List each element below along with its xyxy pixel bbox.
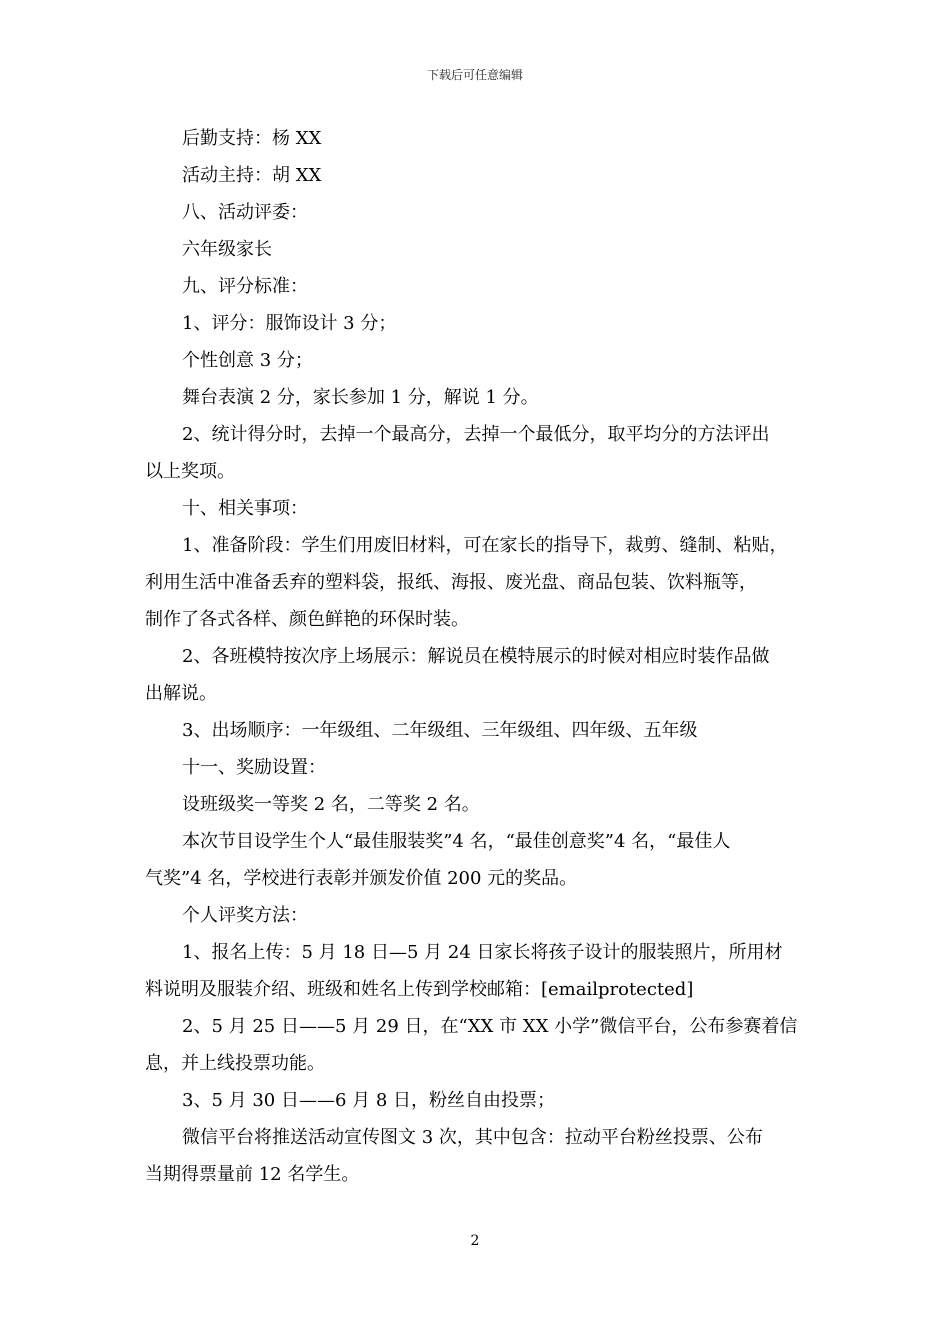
text-line: 十一、奖励设置：	[182, 757, 326, 778]
text-line: 1、评分：服饰设计 3 分；	[182, 313, 397, 334]
page-header: 下载后可任意编辑	[426, 68, 523, 82]
text-line: 十、相关事项：	[182, 498, 308, 519]
text-line: 2、5 月 25 日——5 月 29 日，在“XX 市 XX 小学”微信平台，公布参赛着信	[182, 1016, 798, 1037]
text-line: 制作了各式各样、颜色鲜艳的环保时装。	[145, 609, 469, 630]
text-line: 八、活动评委：	[182, 202, 308, 223]
page-number: 2	[470, 1233, 480, 1249]
text-line: 3、出场顺序：一年级组、二年级组、三年级组、四年级、五年级	[182, 720, 698, 741]
text-line: 后勤支持：杨 XX	[182, 128, 322, 149]
text-line: 1、报名上传：5 月 18 日—5 月 24 日家长将孩子设计的服装照片，所用材	[182, 942, 783, 963]
document-body	[145, 120, 810, 1193]
text-line: 2、统计得分时，去掉一个最高分，去掉一个最低分，取平均分的方法评出	[182, 424, 770, 445]
text-line: 气奖”4 名，学校进行表彰并颁发价值 200 元的奖品。	[145, 868, 578, 889]
text-line: 九、评分标准：	[182, 276, 308, 297]
text-line: 本次节目设学生个人“最佳服装奖”4 名，“最佳创意奖”4 名，“最佳人	[182, 831, 731, 852]
text-line: 料说明及服装介绍、班级和姓名上传到学校邮箱：[emailprotected]	[145, 979, 694, 1000]
text-line: 当期得票量前 12 名学生。	[145, 1164, 360, 1185]
text-line: 1、准备阶段：学生们用废旧材料，可在家长的指导下，裁剪、缝制、粘贴，	[182, 535, 788, 556]
text-line: 微信平台将推送活动宣传图文 3 次，其中包含：拉动平台粉丝投票、公布	[182, 1127, 763, 1148]
text-line: 活动主持：胡 XX	[182, 165, 322, 186]
text-line: 以上奖项。	[145, 461, 235, 482]
text-line: 利用生活中准备丢弃的塑料袋，报纸、海报、废光盘、商品包装、饮料瓶等，	[145, 572, 757, 593]
text-line: 出解说。	[145, 683, 217, 704]
text-line: 3、5 月 30 日——6 月 8 日，粉丝自由投票；	[182, 1090, 556, 1111]
text-line: 个性创意 3 分；	[182, 350, 313, 371]
text-line: 舞台表演 2 分，家长参加 1 分，解说 1 分。	[182, 387, 539, 408]
text-line: 息，并上线投票功能。	[145, 1053, 325, 1074]
text-line: 个人评奖方法：	[182, 905, 308, 926]
text-line: 设班级奖一等奖 2 名，二等奖 2 名。	[182, 794, 480, 815]
text-line: 2、各班模特按次序上场展示：解说员在模特展示的时候对相应时装作品做	[182, 646, 770, 667]
text-line: 六年级家长	[182, 239, 272, 260]
